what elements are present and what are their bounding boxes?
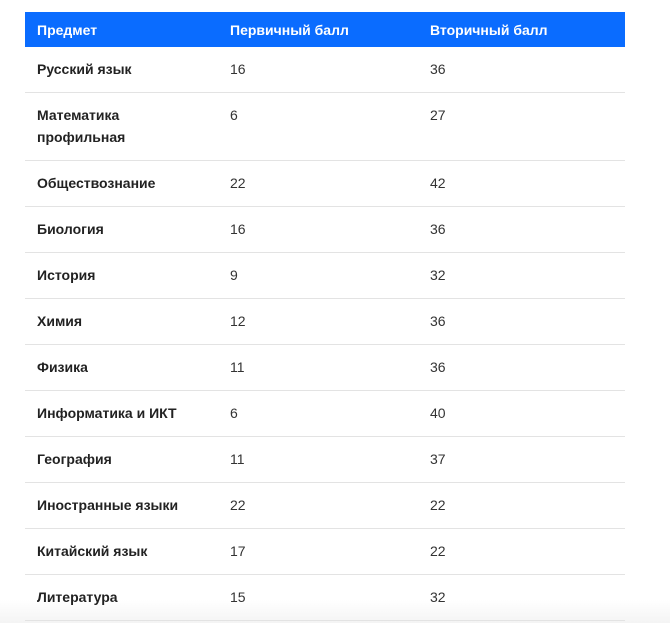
- table-row: [25, 207, 625, 253]
- primary-score-cell: 15: [230, 589, 246, 605]
- secondary-score-cell: 36: [430, 359, 446, 375]
- table-body: [25, 47, 625, 621]
- secondary-score-cell: 32: [430, 267, 446, 283]
- table-row: [25, 437, 625, 483]
- primary-score-cell: 22: [230, 175, 246, 191]
- table-row: [25, 575, 625, 621]
- primary-score-cell: 6: [230, 405, 238, 421]
- secondary-score-cell: 27: [430, 107, 446, 123]
- table-row: [25, 253, 625, 299]
- header-row: [25, 12, 625, 47]
- secondary-score-cell: 36: [430, 221, 446, 237]
- secondary-score-cell: 22: [430, 543, 446, 559]
- primary-score-cell: 9: [230, 267, 238, 283]
- table-header: [25, 12, 625, 47]
- header-secondary-score: Вторичный балл: [430, 21, 548, 38]
- primary-score-cell: 16: [230, 221, 246, 237]
- subject-cell: Математика профильная: [37, 107, 126, 145]
- subject-cell: Литература: [37, 589, 118, 605]
- subject-cell: Обществознание: [37, 175, 156, 191]
- subject-cell: Русский язык: [37, 61, 132, 77]
- secondary-score-cell: 36: [430, 61, 446, 77]
- table-row: [25, 161, 625, 207]
- primary-score-cell: 11: [230, 451, 245, 467]
- subject-cell: Физика: [37, 359, 88, 375]
- subject-cell: Химия: [37, 313, 83, 329]
- primary-score-cell: 11: [230, 359, 245, 375]
- scores-table: [25, 12, 625, 621]
- subject-cell: История: [37, 267, 96, 283]
- primary-score-cell: 16: [230, 61, 246, 77]
- table-row: [25, 47, 625, 93]
- primary-score-cell: 12: [230, 313, 246, 329]
- primary-score-cell: 22: [230, 497, 246, 513]
- subject-cell: Биология: [37, 221, 104, 237]
- secondary-score-cell: 42: [430, 175, 446, 191]
- table-row: [25, 93, 625, 161]
- table-row: [25, 299, 625, 345]
- secondary-score-cell: 32: [430, 589, 446, 605]
- header-primary-score: Первичный балл: [230, 21, 349, 38]
- table-row: [25, 483, 625, 529]
- subject-cell: Китайский язык: [37, 543, 148, 559]
- secondary-score-cell: 36: [430, 313, 446, 329]
- subject-cell: Иностранные языки: [37, 497, 179, 513]
- table-row: [25, 529, 625, 575]
- primary-score-cell: 17: [230, 543, 246, 559]
- primary-score-cell: 6: [230, 107, 238, 123]
- subject-cell: Информатика и ИКТ: [37, 405, 177, 421]
- table-row: [25, 345, 625, 391]
- table-row: [25, 391, 625, 437]
- secondary-score-cell: 40: [430, 405, 446, 421]
- subject-cell: География: [37, 451, 112, 467]
- secondary-score-cell: 22: [430, 497, 446, 513]
- secondary-score-cell: 37: [430, 451, 446, 467]
- header-subject: Предмет: [37, 21, 98, 38]
